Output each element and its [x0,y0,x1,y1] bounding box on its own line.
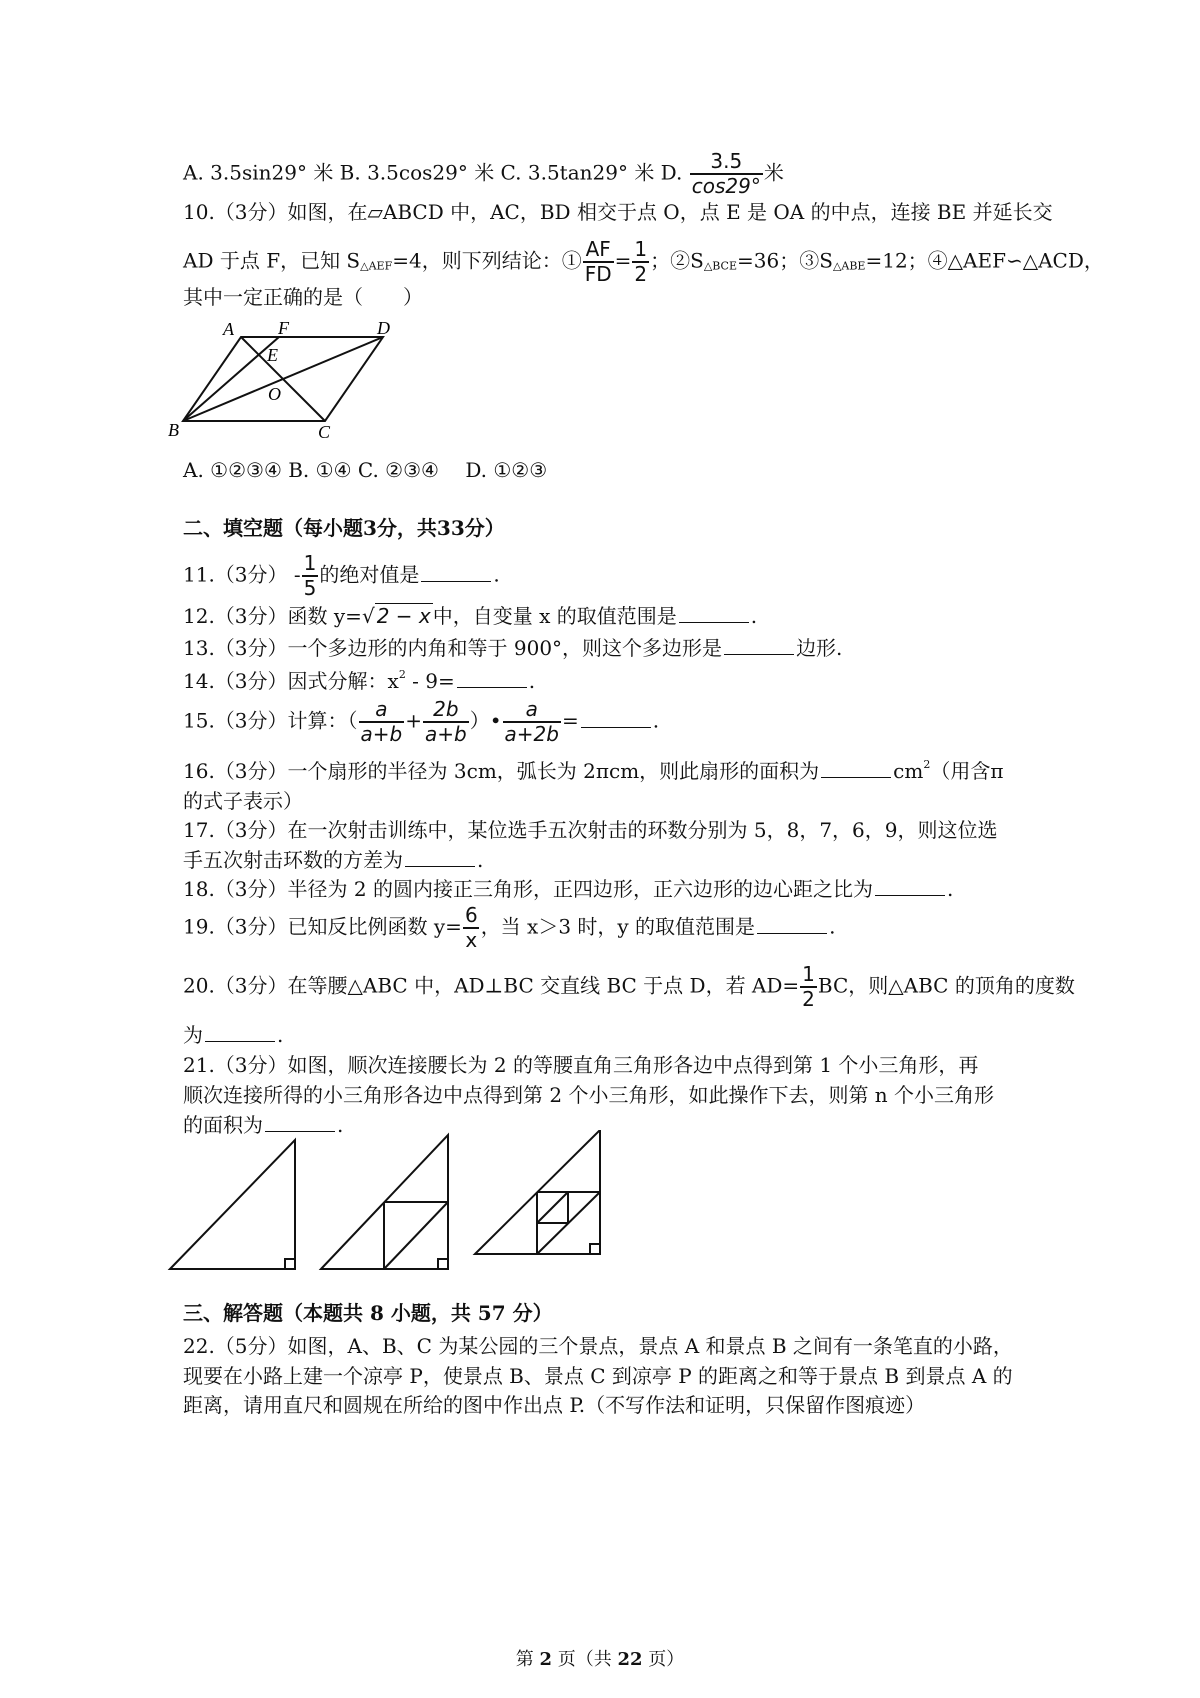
q10-options: A. ①②③④ B. ①④ C. ②③④ D. ①②③ [183,458,548,482]
q12-sqrt: √ 2 − x [361,604,431,628]
q15-end: . [652,708,660,733]
frac-num: a [525,697,538,721]
answer-blank [757,915,827,934]
q15-text: 15.（3分）计算：（ [183,708,358,733]
q16-tail: （用含π [930,759,1004,783]
q12-radicand: 2 − x [376,604,431,628]
answer-blank [421,563,491,582]
q11-fraction [302,552,319,600]
answer-blank [205,1023,275,1042]
footer-text: 页（共 [552,1649,618,1670]
q13-text: 13.（3分）一个多边形的内角和等于 900°，则这个多边形是 [183,636,723,660]
q11-text: 11.（3分） - [183,562,301,587]
section-3-title: 三、解答题（本题共 8 小题，共 57 分） [183,1301,553,1325]
q22-line2: 现要在小路上建一个凉亭 P，使景点 B、景点 C 到凉亭 P 的距离之和等于景点 B 到景点 A 的 [183,1364,1013,1388]
q14-text: - 9= [405,669,455,693]
q14-end: . [528,669,536,693]
frac-den: a+b [360,722,403,746]
frac-num: AF [585,237,611,261]
q10-line1: 10.（3分）如图，在▱ABCD 中，AC，BD 相交于点 O，点 E 是 OA 的中点，连接 BE 并延长交 [183,200,1053,224]
q9-options-text: A. 3.5sin29° 米 B. 3.5cos29° 米 C. 3.5tan29° 米 D. [183,160,689,185]
q10-text: =12；④△AEF∽△ACD， [865,248,1104,273]
frac-den: 2 [634,262,648,286]
page-number: 2 [539,1649,552,1670]
frac-num: 1 [303,551,317,575]
q20-line1 [183,963,1075,1011]
q10-sub: △AEF [360,259,393,273]
q18 [183,877,953,901]
q19-text: ，当 x＞3 时，y 的取值范围是 [480,914,756,939]
frac-den: x [465,928,478,952]
frac-num: 2b [433,697,459,721]
q20-text: BC，则△ABC 的顶角的度数 [817,973,1075,998]
inner-midline-3 [537,1192,568,1223]
q12 [183,604,757,628]
q19-fraction [463,904,480,952]
q16-text: 16.（3分）一个扇形的半径为 3cm，弧长为 2πcm，则此扇形的面积为 [183,759,820,783]
q10-text: ；②S [650,248,704,273]
label-a: A [223,319,234,339]
q17-line2 [183,848,483,872]
q13-end: 边形. [796,636,843,660]
q12-text: 中，自变量 x 的取值范围是 [432,604,677,628]
q12-end: . [750,604,758,628]
label-d: D [377,318,390,338]
q20-text: 为 [183,1023,203,1047]
footer-text: 页） [642,1649,685,1670]
q10-text: =36；③S [737,248,833,273]
footer-text: 第 [515,1649,540,1670]
answer-blank [581,709,651,728]
q17-line1: 17.（3分）在一次射击训练中，某位选手五次射击的环数分别为 5，8，7，6，9，则这位选 [183,818,998,842]
q20-fraction [800,963,817,1011]
q15-text: ）• [469,708,502,733]
answer-blank [679,604,749,623]
q9-d-unit: 米 [763,160,784,185]
q10-fraction-half [632,238,649,286]
q15 [183,698,659,746]
q20-end: . [277,1023,284,1047]
frac-num: 6 [464,903,478,927]
q9-options [183,150,784,198]
answer-blank [405,848,475,867]
q21-line1: 21.（3分）如图，顺次连接腰长为 2 的等腰直角三角形各边中点得到第 1 个小三角形，再 [183,1053,979,1077]
segment-bf [183,337,279,421]
q11-end: . [493,562,500,587]
q10-fraction-af-fd [583,238,614,286]
q16-line2: 的式子表示） [183,789,303,813]
q21-text: 的面积为 [183,1113,263,1137]
q10-text: =4，则下列结论：① [392,248,582,273]
q10-parallelogram-figure [165,318,405,443]
q15-fraction-2 [423,698,469,746]
q15-eq: = [561,708,579,733]
frac-den: a+2b [504,722,559,746]
q10-sub: △BCE [703,259,738,273]
frac-num: a [375,697,388,721]
q15-plus: + [405,708,423,733]
label-f: F [278,318,289,338]
right-angle-mark [285,1259,295,1269]
q18-end: . [946,877,954,901]
frac-num: 1 [634,237,648,261]
q14-sup: 2 [398,668,406,681]
section-2-title: 二、填空题（每小题3分，共33分） [183,516,505,540]
right-angle-mark [590,1244,600,1254]
q14 [183,668,535,693]
q20-text: 20.（3分）在等腰△ABC 中，AD⊥BC 交直线 BC 于点 D，若 AD= [183,973,800,998]
q16-line1 [183,758,1004,783]
right-angle-mark [438,1259,448,1269]
frac-den: FD [584,262,612,286]
q15-fraction-1 [359,698,405,746]
q9-d-denominator: cos29° [691,174,761,198]
total-pages: 22 [617,1649,643,1670]
frac-den: a+b [425,722,467,746]
label-b: B [168,420,179,440]
q19-text: 19.（3分）已知反比例函数 y= [183,914,462,939]
q21-line2: 顺次连接所得的小三角形各边中点得到第 2 个小三角形，如此操作下去，则第 n 个小三角形 [183,1083,995,1107]
q22-line1: 22.（5分）如图，A、B、C 为某公园的三个景点，景点 A 和景点 B 之间有一条笔直的小路， [183,1334,1013,1358]
q22-line3: 距离，请用直尺和圆规在所给的图中作出点 P.（不写作法和证明，只保留作图痕迹） [183,1393,926,1417]
q11-text: 的绝对值是 [319,562,420,587]
frac-den: 5 [303,576,317,600]
q9-option-d-fraction [690,150,763,198]
q18-text: 18.（3分）半径为 2 的圆内接正三角形，正四边形，正六边形的边心距之比为 [183,877,873,901]
answer-blank [821,759,891,778]
q9-d-numerator: 3.5 [710,149,743,173]
q21-triangle-figures [165,1130,665,1280]
q12-text: 12.（3分）函数 y= [183,604,362,628]
q10-sub: △ABE [832,259,866,273]
frac-den: 2 [802,987,815,1011]
q10-line3: 其中一定正确的是（ ） [183,285,423,309]
q14-text: 14.（3分）因式分解：x [183,669,399,693]
q16-sup: 2 [923,758,931,771]
label-o: O [268,384,281,404]
q21-end: . [337,1113,344,1137]
q17-end: . [477,848,484,872]
q17-text: 手五次射击环数的方差为 [183,848,403,872]
q16-unit: cm [893,759,924,783]
page-footer [0,1645,1200,1671]
frac-num: 1 [802,962,815,986]
q15-fraction-3 [503,698,561,746]
q13 [183,636,842,660]
triangle-1 [170,1140,295,1269]
answer-blank [724,636,794,655]
q10-line2 [183,238,1104,286]
label-e: E [267,345,278,365]
q20-line2 [183,1023,283,1047]
q19-end: . [829,914,836,939]
q10-text: = [614,248,632,273]
label-c: C [318,422,331,442]
q10-text: AD 于点 F，已知 S [183,248,361,273]
q19 [183,904,835,952]
q11 [183,552,500,600]
answer-blank [457,669,527,688]
answer-blank [875,877,945,896]
